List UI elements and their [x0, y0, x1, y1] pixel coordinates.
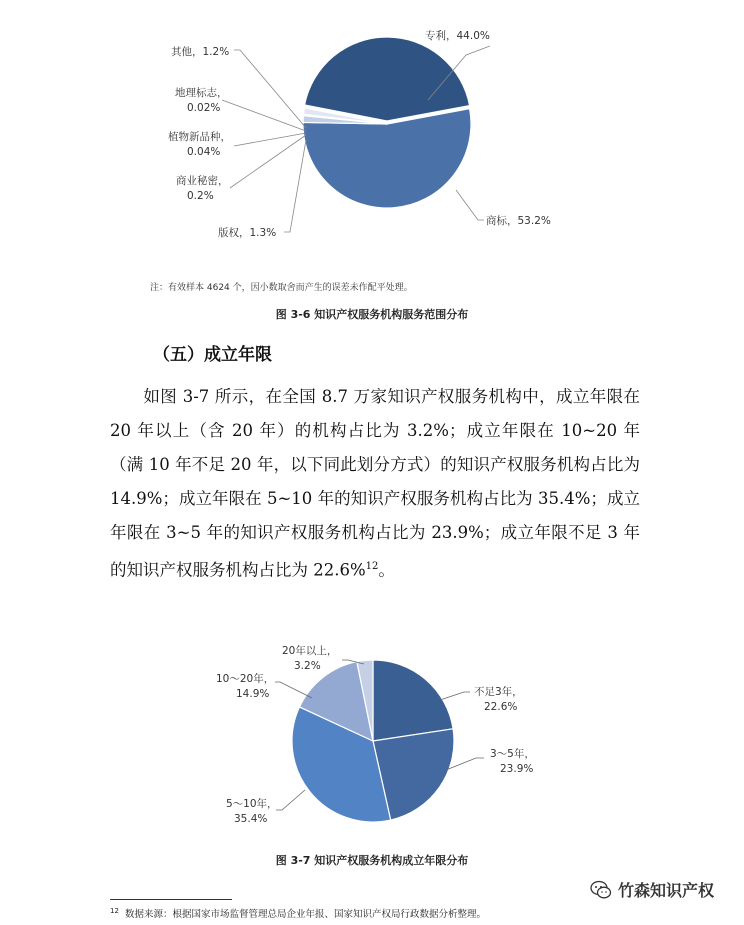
label-3-5-line1: 3～5年， — [490, 748, 535, 760]
watermark — [590, 878, 714, 901]
label-secret-line1: 商业秘密， — [176, 175, 229, 187]
leader-line-other — [234, 50, 306, 128]
label-lt3-line2: 22.6% — [484, 701, 518, 713]
body-paragraph: 如图 3-7 所示，在全国 8.7 万家知识产权服务机构中，成立年限在 20 年以上（含 20 年）的机构占比为 3.2%；成立年限在 10~20 年（满 10 年不足 20 年，以下同此划分方式）的知识产权服务机构占比为 14.9%；成立年限在 5~10 年的知识产权服务机构占比为 35.4%；成立年限在 3~5 年的知识产权服务机构占比为 23.9%；成立年限不足 3 年的知识产权服务机构占比为 22.6%$^{12}$。 — [110, 387, 640, 580]
leader-line-10-20 — [275, 682, 312, 698]
label-10-20-line2: 14.9% — [236, 688, 270, 700]
leader-line-trademark — [456, 190, 484, 220]
footnote-ref: 12 — [365, 561, 379, 572]
label-gt20-line2: 3.2% — [294, 660, 321, 672]
leader-line-5-10 — [276, 790, 305, 810]
section-heading: （五）成立年限 — [153, 345, 272, 365]
label-secret-line2: 0.2% — [187, 190, 214, 202]
wechat-icon — [590, 880, 612, 900]
paragraph-text: 如图 3-7 所示，在全国 8.7 万家知识产权服务机构中，成立年限在 20 年以上（含 20 年）的机构占比为 3.2%；成立年限在 10~20 年（满 10 年不足 20 年，以下同此划分方式）的知识产权服务机构占比为 14.9%；成立年限在 5~10 年的知识产权服务机构占比为 35.4%；成立年限在 3~5 年的知识产权服务机构占比为 23.9%；成立年限不足 3 年的知识产权服务机构占比为 22.6% — [110, 387, 640, 580]
figure-caption-3-6: 图 3-6 知识产权服务机构服务范围分布 — [275, 308, 469, 321]
pie-chart-service-scope — [0, 0, 744, 275]
slice-lt3 — [373, 660, 453, 741]
slice-patent — [305, 37, 470, 121]
label-plant-line2: 0.04% — [187, 146, 221, 158]
label-patent: 专利，44.0% — [425, 30, 490, 42]
label-gt20-line1: 20年以上， — [282, 645, 338, 657]
footnote-divider — [110, 899, 232, 900]
label-10-20-line1: 10～20年， — [216, 673, 275, 685]
watermark-text: 竹森知识产权 — [618, 881, 715, 900]
footnote — [110, 906, 486, 920]
label-3-5-line2: 23.9% — [500, 763, 534, 775]
leader-line-lt3 — [440, 692, 470, 700]
pie-chart-establishment-years — [0, 630, 744, 875]
label-other: 其他，1.2% — [171, 46, 230, 58]
leader-line-copyright — [284, 140, 306, 232]
label-lt3-line1: 不足3年， — [474, 686, 523, 698]
label-geo-line2: 0.02% — [187, 102, 221, 114]
leader-line-secret — [230, 135, 306, 188]
label-5-10-line1: 5～10年， — [226, 798, 278, 810]
footnote-number: 12 — [110, 906, 119, 915]
label-copyright: 版权，1.3% — [218, 227, 277, 239]
label-plant-line1: 植物新品种， — [168, 131, 231, 143]
leader-line-plant — [234, 133, 306, 146]
footnote-text: 数据来源：根据国家市场监督管理总局企业年报、国家知识产权局行政数据分析整理。 — [124, 909, 486, 920]
figure-caption-3-7: 图 3-7 知识产权服务机构成立年限分布 — [275, 854, 469, 867]
chart-note: 注：有效样本 4624 个，因小数取舍而产生的误差未作配平处理。 — [150, 283, 413, 293]
label-5-10-line2: 35.4% — [234, 813, 268, 825]
label-trademark: 商标，53.2% — [486, 215, 551, 227]
leader-line-geo — [222, 100, 306, 131]
label-geo-line1: 地理标志， — [175, 87, 228, 99]
